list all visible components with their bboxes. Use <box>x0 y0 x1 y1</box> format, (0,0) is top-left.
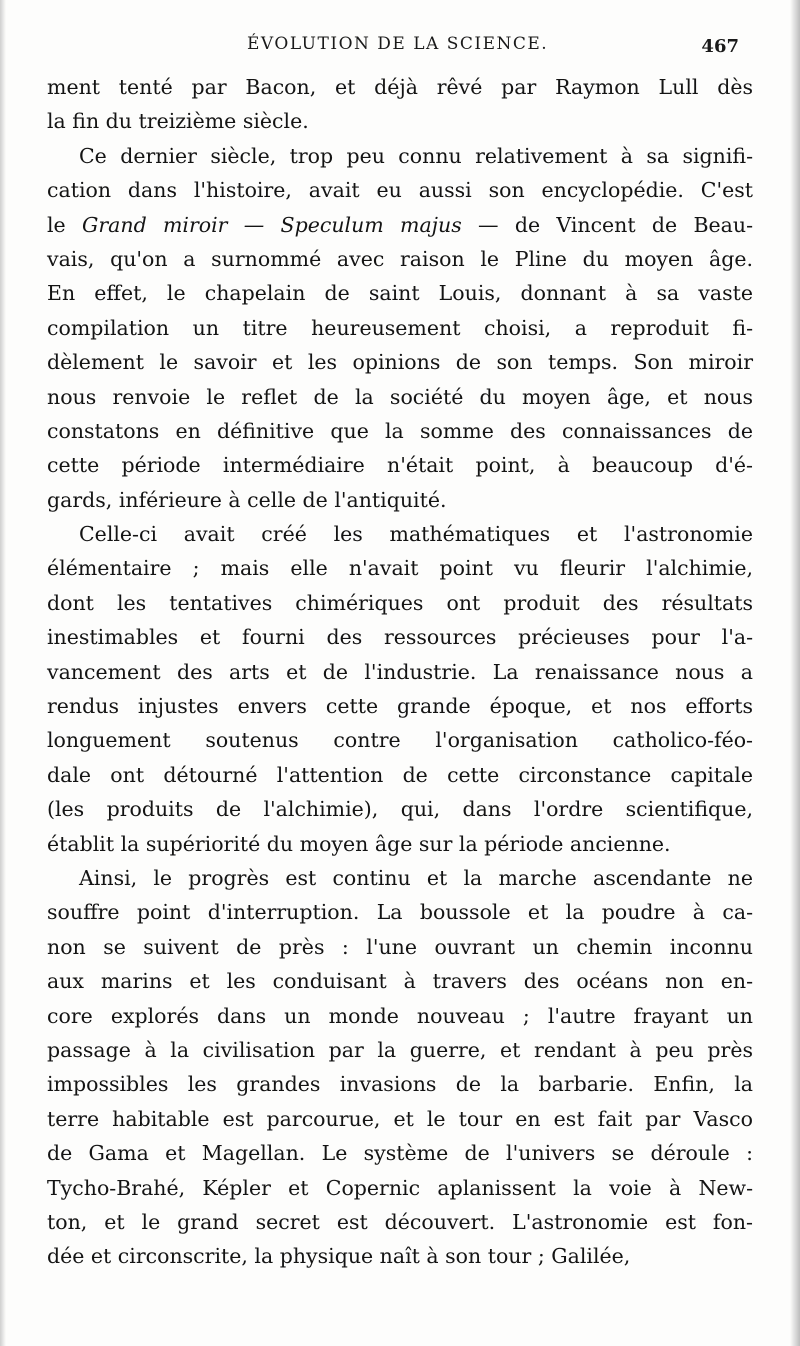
text-line: établit la supériorité du moyen âge sur la période ancienne. <box>47 831 671 856</box>
page-edge-shadow-left <box>0 0 6 1346</box>
text-line: souffre point d'interruption. La boussole et la poudre à ca- <box>47 900 753 925</box>
paragraph <box>47 517 753 861</box>
text-line: (les produits de l'alchimie), qui, dans l'ordre scientifique, <box>47 797 753 822</box>
text-line: de Gama et Magellan. Le système de l'univers se déroule : <box>47 1141 753 1166</box>
text-line: non se suivent de près : l'une ouvrant un chemin inconnu <box>47 934 753 959</box>
page-number: 467 <box>701 36 739 57</box>
text-line: la fin du treizième siècle. <box>47 109 309 134</box>
text-line: dale ont détourné l'attention de cette circonstance capitale <box>47 762 753 787</box>
paragraph <box>47 861 753 1274</box>
text-line: gards, inférieure à celle de l'antiquité. <box>47 487 447 512</box>
body-text <box>47 70 753 1274</box>
text-line: rendus injustes envers cette grande époque, et nos efforts <box>47 694 753 719</box>
text-line: Tycho-Brahé, Képler et Copernic aplanissent la voie à New- <box>47 1175 753 1200</box>
text-line: le Grand miroir — Speculum majus — de Vincent de Beau- <box>47 212 753 237</box>
text-line: vais, qu'on a surnommé avec raison le Pline du moyen âge. <box>47 246 753 271</box>
text-line: impossibles les grandes invasions de la barbarie. Enfin, la <box>47 1072 753 1097</box>
text-line: En effet, le chapelain de saint Louis, donnant à sa vaste <box>47 281 753 306</box>
text-line: vancement des arts et de l'industrie. La renaissance nous a <box>47 659 753 684</box>
text-line: Ce dernier siècle, trop peu connu relativement à sa signifi- <box>79 143 753 168</box>
text-line: terre habitable est parcourue, et le tour en est fait par Vasco <box>47 1106 753 1131</box>
italic-title: Grand miroir — Speculum majus <box>81 212 462 237</box>
text-line: Ainsi, le progrès est continu et la marche ascendante ne <box>79 865 753 890</box>
text-line: dée et circonscrite, la physique naît à son tour ; Galilée, <box>47 1244 631 1269</box>
text-line: cette période intermédiaire n'était point, à beaucoup d'é- <box>47 453 753 478</box>
text-line: nous renvoie le reflet de la société du moyen âge, et nous <box>47 384 753 409</box>
text-line: inestimables et fourni des ressources précieuses pour l'a- <box>47 625 753 650</box>
text-line: dont les tentatives chimériques ont produit des résultats <box>47 590 753 615</box>
text-line: passage à la civilisation par la guerre, et rendant à peu près <box>47 1037 753 1062</box>
text-line: core explorés dans un monde nouveau ; l'autre frayant un <box>47 1003 753 1028</box>
paragraph <box>47 70 753 139</box>
page-edge-shadow-right <box>790 0 800 1346</box>
text-line: compilation un titre heureusement choisi, a reproduit fi- <box>47 315 753 340</box>
text-line: ton, et le grand secret est découvert. L'astronomie est fon- <box>47 1209 753 1234</box>
text-line: longuement soutenus contre l'organisation catholico-féo- <box>47 728 753 753</box>
text-line: ment tenté par Bacon, et déjà rêvé par Raymon Lull dès <box>47 75 753 99</box>
text-line: cation dans l'histoire, avait eu aussi son encyclopédie. C'est <box>47 178 753 203</box>
text-line: Celle-ci avait créé les mathématiques et l'astronomie <box>79 522 753 547</box>
text-line: constatons en définitive que la somme des connaissances de <box>47 418 753 443</box>
text-line: aux marins et les conduisant à travers des océans non en- <box>47 969 753 994</box>
running-head <box>47 34 747 62</box>
text-line: dèlement le savoir et les opinions de son temps. Son miroir <box>47 350 753 375</box>
text-line: élémentaire ; mais elle n'avait point vu fleurir l'alchimie, <box>47 556 753 581</box>
running-title: ÉVOLUTION DE LA SCIENCE. <box>247 34 549 54</box>
paragraph <box>47 139 753 517</box>
